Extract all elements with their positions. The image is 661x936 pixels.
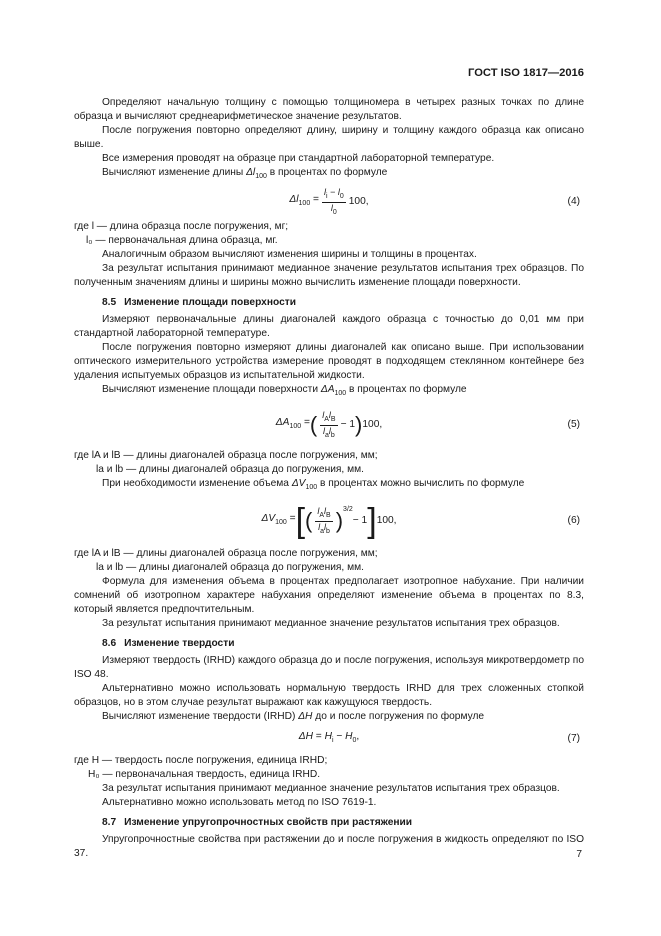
paragraph: Измеряют первоначальные длины диагоналей каждого образца с точностью до 0,01 мм при стандартной лабораторной температуре. <box>74 314 584 340</box>
section-heading: 8.7 Изменение упругопрочностных свойств при растяжении <box>102 817 413 829</box>
definition: la и lb — длины диагоналей образца до погружения, мм. <box>96 464 364 476</box>
paragraph: За результат испытания принимают медианное значение результатов испытания трех образцов. <box>102 618 560 630</box>
paragraph: Измеряют твердость (IRHD) каждого образца до и после погружения, используя микротвердометр по ISO 48. <box>74 655 584 681</box>
paragraph: После погружения повторно определяют длину, ширину и толщину каждого образца как описано выше. <box>74 125 584 150</box>
paragraph: Аналогичным образом вычисляют изменения ширины и толщины в процентах. <box>102 249 477 261</box>
paragraph: Все измерения проводят на образце при стандартной лабораторной температуре. <box>102 153 495 164</box>
variable-definitions <box>74 547 584 575</box>
page-number: 7 <box>576 849 582 860</box>
paragraph: Альтернативно можно использовать нормальную твердость IRHD для трех сложенных стопкой образцов, но в этом случае результат выражают как кажущуюся твердость. <box>74 683 584 709</box>
definition: где lA и lB — длины диагоналей образца после погружения, мм; <box>74 548 378 560</box>
formula-6: $\Delta V_{100}$ = [ ( $\frac{l_Al_B}{l_al_b}$ ) $^{3/2}$ − 1 ] 100, (6) <box>261 502 580 541</box>
paragraph: За результат испытания принимают медианное значение результатов испытания трех образцов. По полученным значениям длины и ширины можно вычислить изменение площади поверхности. <box>74 263 584 289</box>
variable-definitions <box>74 220 584 248</box>
formula-number: (7) <box>567 733 580 745</box>
paragraph: Формула для изменения объема в процентах предполагает изотропное набухание. При наличии сомнений об изотропном характере набухания определяют изменение объема в процентах по 8.3, который является предпочтительным. <box>74 576 584 616</box>
paragraph: Вычисляют изменение площади поверхности $\Delta A_{100}$ в процентах по формуле <box>102 384 467 398</box>
definition: где H — твердость после погружения, единица IRHD; <box>74 755 328 767</box>
definition: где l — длина образца после погружения, мг; <box>74 221 289 233</box>
variable-definitions <box>74 449 584 477</box>
paragraph: Вычисляют изменение длины $\Delta l_{100}$ в процентах по формуле <box>102 167 388 181</box>
paragraph: Определяют начальную толщину с помощью толщиномера в четырех разных точках по длине образца и вычисляют среднеарифметическое значение результатов. <box>74 97 584 122</box>
definition: где lA и lB — длины диагоналей образца после погружения, мм; <box>74 450 378 462</box>
document-code: ГОСТ ISO 1817—2016 <box>468 67 584 79</box>
paragraph: Альтернативно можно использовать метод по ISO 7619-1. <box>102 797 377 809</box>
definition: la и lb — длины диагоналей образца до погружения, мм. <box>96 562 364 574</box>
document-body <box>74 96 584 861</box>
definition: H₀ — первоначальная твердость, единица IRHD. <box>88 769 321 781</box>
formula-number: (5) <box>567 419 580 431</box>
formula-number: (4) <box>567 196 580 208</box>
paragraph: После погружения повторно измеряют длины диагоналей как описано выше. При использовании оптического измерительного устройства измерение проводят в подходящем стеклянном контейнере без удаления испытуемых образцов из испытательной жидкости. <box>74 342 584 382</box>
formula-7: $\Delta H = H_i - H_0$, (7) <box>298 731 580 745</box>
variable-definitions <box>74 754 584 782</box>
definition: l₀ — первоначальная длина образца, мг. <box>86 235 278 247</box>
section-heading: 8.6 Изменение твердости <box>102 638 235 650</box>
paragraph: Упругопрочностные свойства при растяжении до и после погружения в жидкость определяют по ISO 37. <box>74 834 584 860</box>
paragraph: Вычисляют изменение твердости (IRHD) ΔH до и после погружения по формуле <box>102 711 485 723</box>
paragraph: При необходимости изменение объема $\Delta V_{100}$ в процентах можно вычислить по формуле <box>102 478 525 492</box>
section-heading: 8.5 Изменение площади поверхности <box>102 297 296 309</box>
formula-5: $\Delta A_{100}$ = ( $\frac{l_Al_B}{l_al_b}$ − 1 ) 100, (5) <box>275 409 580 439</box>
paragraph: За результат испытания принимают медианное значение результатов испытания трех образцов. <box>102 783 560 795</box>
formula-4: $\Delta l_{100}$ = $\frac{l_i - l_0}{l_0}$ 100, (4) <box>289 186 580 216</box>
formula-number: (6) <box>567 515 580 527</box>
